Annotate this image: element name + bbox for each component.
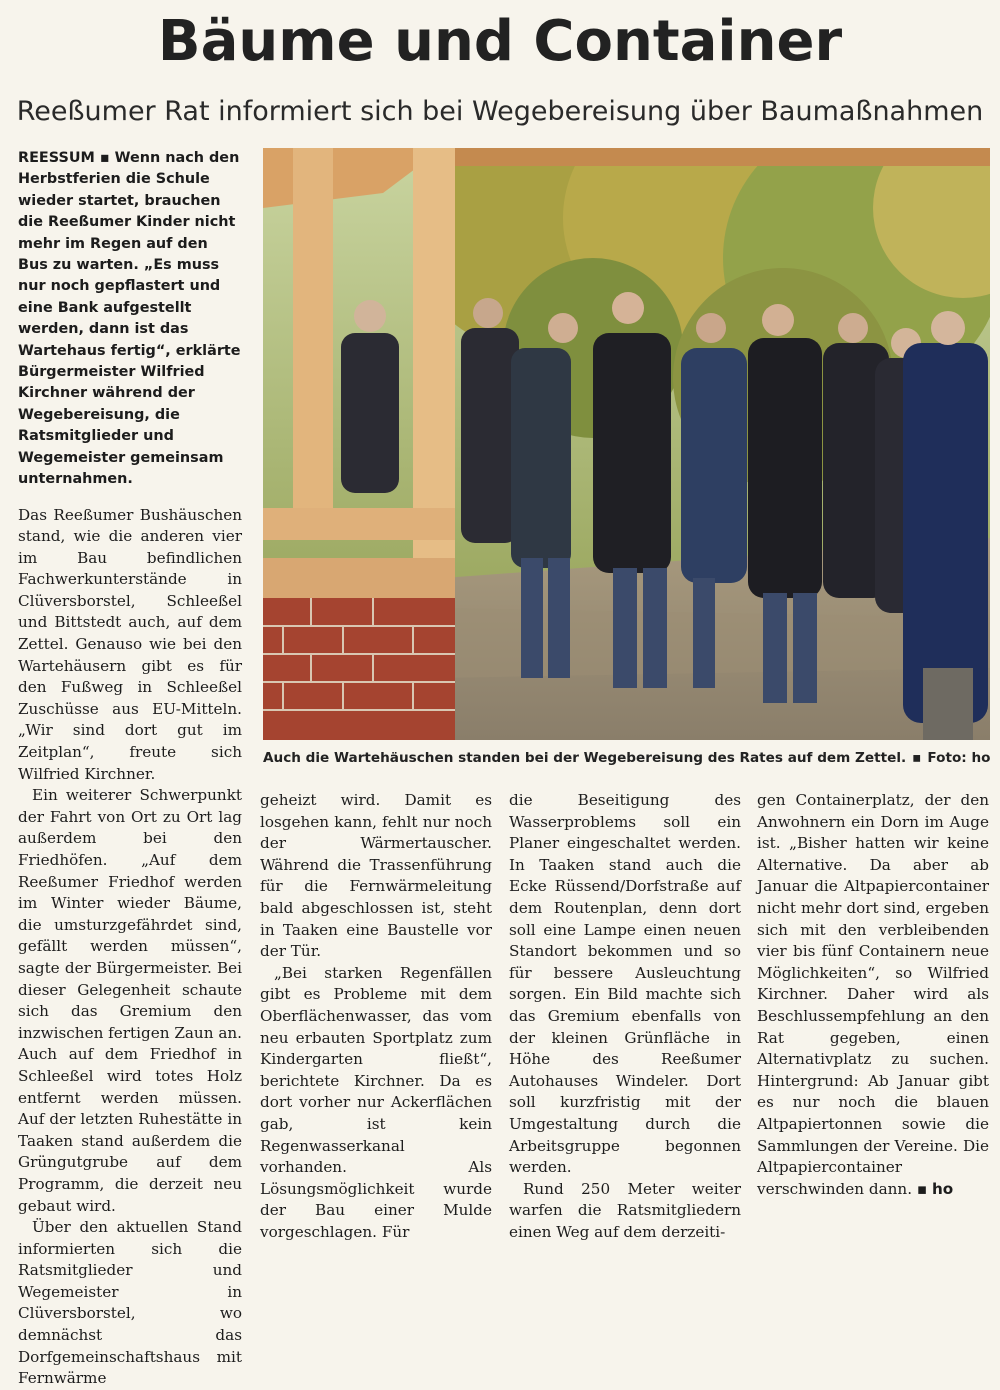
bullet-icon: ▪	[916, 1179, 928, 1198]
paragraph: Über den aktuellen Stand informierten sich die Ratsmitglieder und Wegemeister in Clüversborstel, wo demnächst das Dorfgemeinschaftshaus mit Fernwärme	[18, 1218, 242, 1388]
paragraph: Ein weiterer Schwerpunkt der Fahrt von Ort zu Ort lag außerdem bei den Friedhöfen. „Auf dem Reeßumer Friedhof werden im Winter wieder Bäume, die umsturzgefährdet sind, gefällt werden müssen“, sagte der Bürgermeister. Bei dieser Gelegenheit schaute sich das Gremium den inzwischen fertigen Zaun an. Auch auf dem Friedhof in Schleeßel wird totes Holz entfernt werden müssen. Auf der letzten Ruhestätte in Taaken stand außerdem die Grüngutgrube auf dem Programm, die derzeit neu gebaut wird.	[18, 786, 242, 1215]
lead-text: Wenn nach den Herbstferien die Schule wieder startet, brauchen die Reeßumer Kinder nicht mehr im Regen auf den Bus zu warten. „Es muss nur noch gepflastert und eine Bank aufgestellt werden, dann ist das Wartehaus fertig“, erklärte Bürgermeister Wilfried Kirchner während der Wegebereisung, die Ratsmitglieder und Wegemeister gemeinsam unternahmen.	[18, 150, 241, 488]
column-4	[757, 790, 989, 1200]
paragraph	[757, 790, 989, 1200]
photo-credit: Foto: ho	[927, 750, 991, 766]
article-photo	[263, 148, 990, 740]
column-1	[18, 148, 242, 1390]
bullet-icon: ▪	[99, 150, 110, 166]
subheadline: Reeßumer Rat informiert sich bei Wegebereisung über Baumaßnahmen	[16, 96, 984, 127]
paragraph: „Bei starken Regenfällen gibt es Probleme mit dem Oberflächenwasser, das vom neu erbauten Sportplatz zum Kindergarten fließt“, berichtete Kirchner. Da es dort vorher nur Ackerflächen gab, ist kein Regenwasserkanal vorhanden. Als Lösungsmöglichkeit wurde der Bau einer Mulde vorgeschlagen. Für	[260, 963, 492, 1241]
headline: Bäume und Container	[157, 9, 843, 74]
column-3	[509, 790, 741, 1243]
caption-text: Auch die Wartehäuschen standen bei der Wegebereisung des Rates auf dem Zettel.	[263, 750, 907, 766]
paragraph: geheizt wird. Damit es losgehen kann, fehlt nur noch der Wärmertauscher. Während die Trassenführung für die Fernwärmeleitung bald abgeschlossen ist, steht in Taaken eine Baustelle vor der Tür.	[260, 791, 492, 961]
column-2	[260, 790, 492, 1243]
author-signoff: ho	[932, 1179, 954, 1198]
dateline: REESSUM	[18, 150, 95, 166]
photo-caption	[263, 748, 990, 768]
paragraph: Rund 250 Meter weiter warfen die Ratsmitgliedern einen Weg auf dem derzeiti-	[509, 1179, 741, 1241]
paragraph: Das Reeßumer Bushäuschen stand, wie die anderen vier im Bau befindlichen Fachwerkunterstände in Clüversborstel, Schleeßel und Bittstedt auch, auf dem Zettel. Genauso wie bei den Wartehäusern gibt es für den Fußweg in Schleeßel Zuschüsse aus EU-Mitteln. „Wir sind dort gut im Zeitplan“, freute sich Wilfried Kirchner.	[18, 505, 242, 783]
lead-paragraph	[18, 148, 242, 491]
paragraph-text: gen Containerplatz, der den Anwohnern ein Dorn im Auge ist. „Bisher hatten wir keine Alternative. Da aber ab Januar die Altpapiercontainer nicht mehr dort sind, ergeben sich mit den verbleibenden vier bis fünf Containern neue Möglichkeiten“, so Wilfried Kirchner. Daher wird als Beschlussempfehlung an den Rat gegeben, einen Alternativplatz zu suchen. Hintergrund: Ab Januar gibt es nur noch die blauen Altpapiertonnen sowie die Sammlungen der Vereine. Die Altpapiercontainer verschwinden dann.	[757, 791, 989, 1198]
photo-illustration	[263, 148, 990, 740]
bullet-icon: ▪	[912, 750, 922, 766]
paragraph: die Beseitigung des Wasserproblems soll ein Planer eingeschaltet werden. In Taaken stand auch die Ecke Rüssend/Dorfstraße auf dem Routenplan, denn dort soll eine Lampe einen neuen Standort bekommen und so für bessere Ausleuchtung sorgen. Ein Bild machte sich das Gremium ebenfalls von der kleinen Grünfläche in Höhe des Reeßumer Autohauses Windeler. Dort soll kurzfristig mit der Umgestaltung durch die Arbeitsgruppe begonnen werden.	[509, 791, 741, 1177]
